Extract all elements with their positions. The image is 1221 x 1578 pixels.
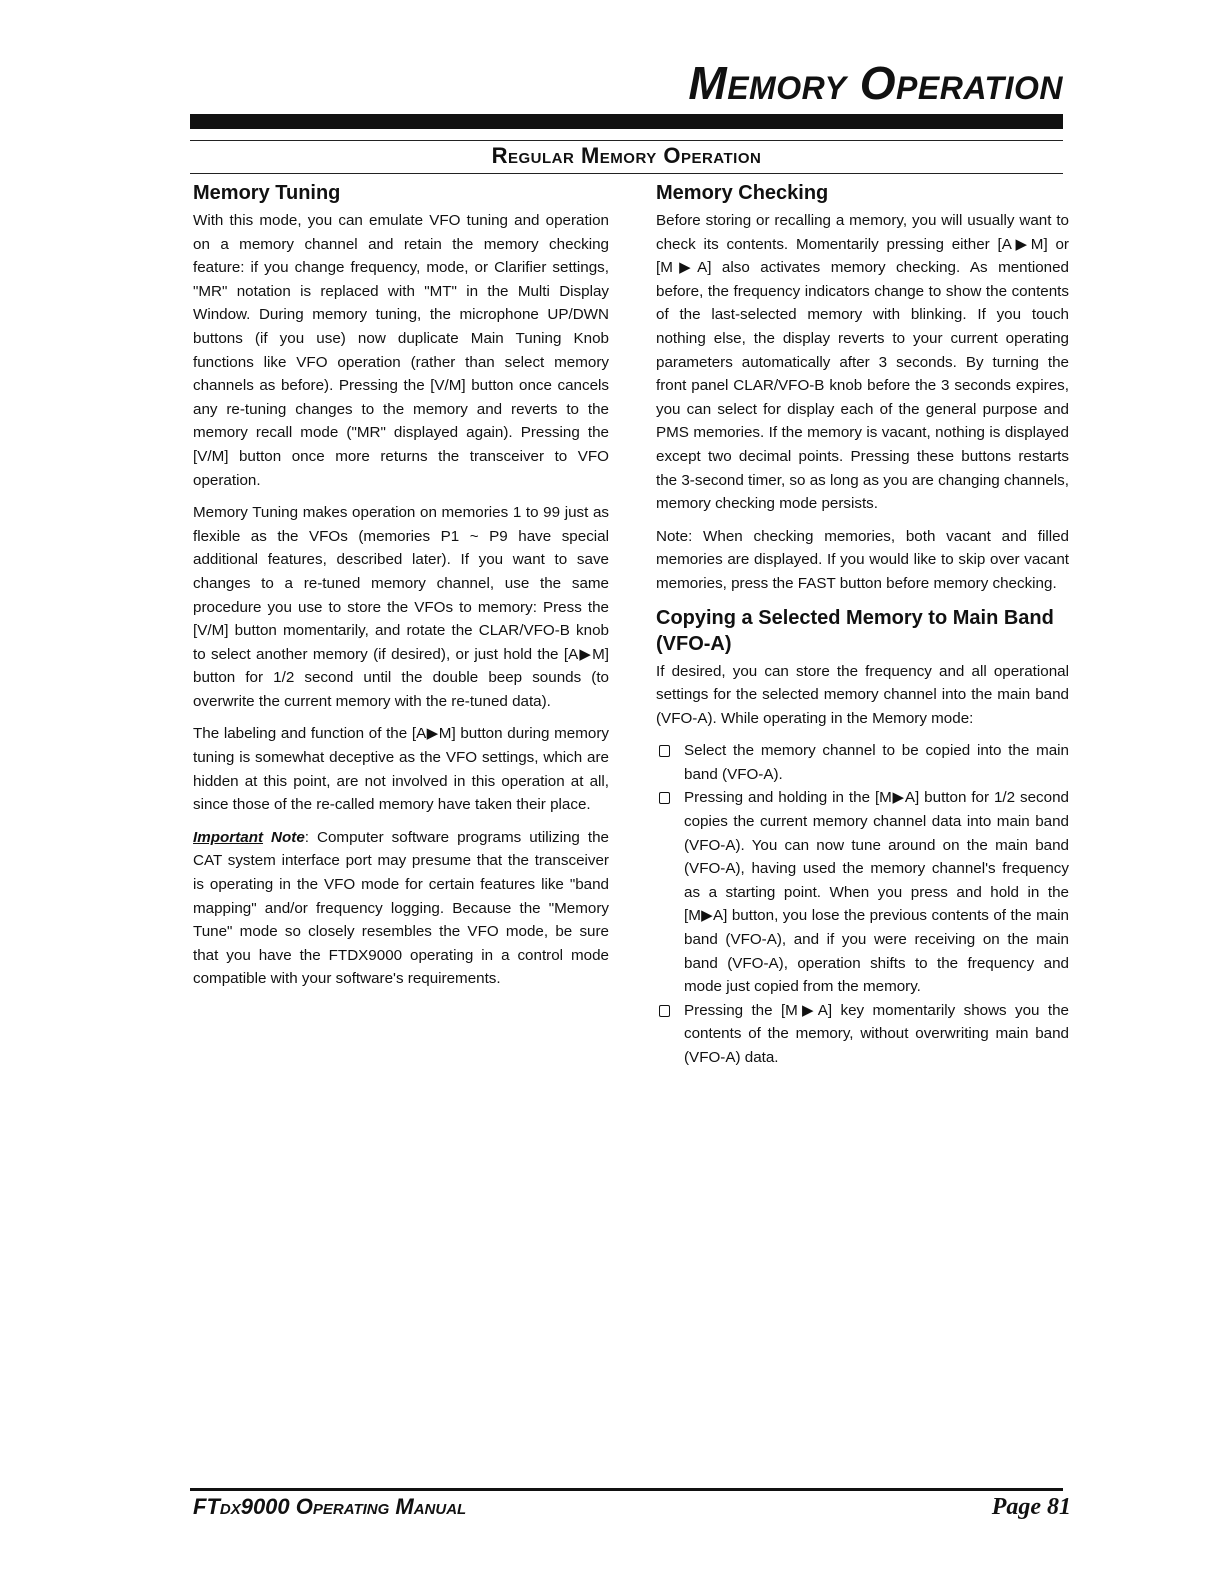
section-underline — [190, 173, 1063, 174]
important-note-text: : Computer software programs utilizing the CAT system interface port may presume that the transceiver is operating in the VFO mode for certain features like "band mapping" and/or frequency logging. Because the "Memory Tune" mode so closely resembles the VFO mode, be sure that you have the FTDX9000 operating in a control mode compatible with your software's requirements. — [193, 828, 609, 988]
memory-tuning-heading: Memory Tuning — [193, 182, 341, 204]
copying-steps-list — [656, 739, 1069, 1069]
checkbox-bullet-icon — [659, 1005, 670, 1017]
section-title: Regular Memory Operation — [491, 143, 762, 168]
list-item: Pressing the [M▶A] key momentarily shows you the contents of the memory, without overwriting main band (VFO-A) data. — [656, 999, 1069, 1070]
header-bar — [190, 114, 1063, 129]
copying-memory-paragraph: If desired, you can store the frequency and all operational settings for the selected memory channel into the main band (VFO-A). While operating in the Memory mode: — [656, 662, 1069, 727]
page-title: Memory Operation — [688, 57, 1063, 109]
checkbox-bullet-icon — [659, 745, 670, 757]
manual-title: FTdx9000 Operating Manual — [193, 1494, 467, 1519]
memory-tuning-paragraph-3: The labeling and function of the [A▶M] button during memory tuning is somewhat deceptive as the VFO settings, which are hidden at this point, are not involved in this operation at all, since those of the re-called memory have taken their place. — [193, 725, 609, 814]
memory-tuning-paragraph-2: Memory Tuning makes operation on memories 1 to 99 just as flexible as the VFOs (memories P1 ~ P9 have special additional features, described later). If you want to save changes to a re-tuned memory channel, use the same procedure you use to store the VFOs to memory: Press the [V/M] button momentarily, and rotate the CLAR/VFO-B knob to select another memory (if desired), or just hold the [A▶M] button for 1/2 second until the double beep sounds (to overwrite the current memory with the re-tuned data). — [193, 504, 609, 710]
page-number: Page 81 — [991, 1494, 1071, 1520]
memory-checking-paragraph: Before storing or recalling a memory, you will usually want to check its contents. Momentarily pressing either [A▶M] or [M▶A] also activates memory checking. As mentioned before, the frequency indicators change to show the contents of the last-selected memory with blinking. If you touch nothing else, the display reverts to your current operating parameters automatically after 3 seconds. By turning the front panel CLAR/VFO-B knob before the 3 seconds expires, you can select for display each of the general purpose and PMS memories. If the memory is vacant, nothing is displayed except two decimal points. Pressing these buttons restarts the 3-second timer, so as long as you are changing channels, memory checking mode persists. — [656, 212, 1069, 513]
important-label: Important — [193, 828, 264, 846]
checkbox-bullet-icon — [659, 792, 670, 804]
section-top-rule — [190, 140, 1063, 141]
memory-checking-note: Note: When checking memories, both vacant and filled memories are displayed. If you would like to skip over vacant memories, press the FAST button before memory checking. — [656, 527, 1069, 592]
left-column — [193, 180, 609, 1000]
list-item: Select the memory channel to be copied into the main band (VFO-A). — [656, 739, 1069, 786]
copying-memory-heading: Copying a Selected Memory to Main Band (VFO-A) — [656, 606, 1054, 655]
memory-tuning-paragraph-1: With this mode, you can emulate VFO tuning and operation on a memory channel and retain the memory checking feature: if you change frequency, mode, or Clarifier settings, "MR" notation is replaced with "MT" in the Multi Display Window. During memory tuning, the microphone UP/DWN buttons (if you use) now duplicate Main Tuning Knob functions like VFO operation (rather than select memory channels as before). Pressing the [V/M] button once cancels any re-tuning changes to the memory and reverts to the memory recall mode ("MR" displayed again). Pressing the [V/M] button once more returns the transceiver to VFO operation. — [193, 212, 609, 489]
important-note — [193, 826, 609, 991]
memory-checking-heading: Memory Checking — [656, 182, 829, 204]
footer-rule — [190, 1488, 1063, 1491]
note-label: Note — [271, 828, 305, 846]
list-item: Pressing and holding in the [M▶A] button for 1/2 second copies the current memory channel data into main band (VFO-A). You can now tune around on the main band (VFO-A), having used the memory channel's frequency as a starting point. When you press and hold in the [M▶A] button, you lose the previous contents of the main band (VFO-A), and if you were receiving on the main band (VFO-A), operation shifts to the frequency and mode just copied from the memory. — [656, 786, 1069, 998]
right-column — [656, 180, 1069, 1070]
